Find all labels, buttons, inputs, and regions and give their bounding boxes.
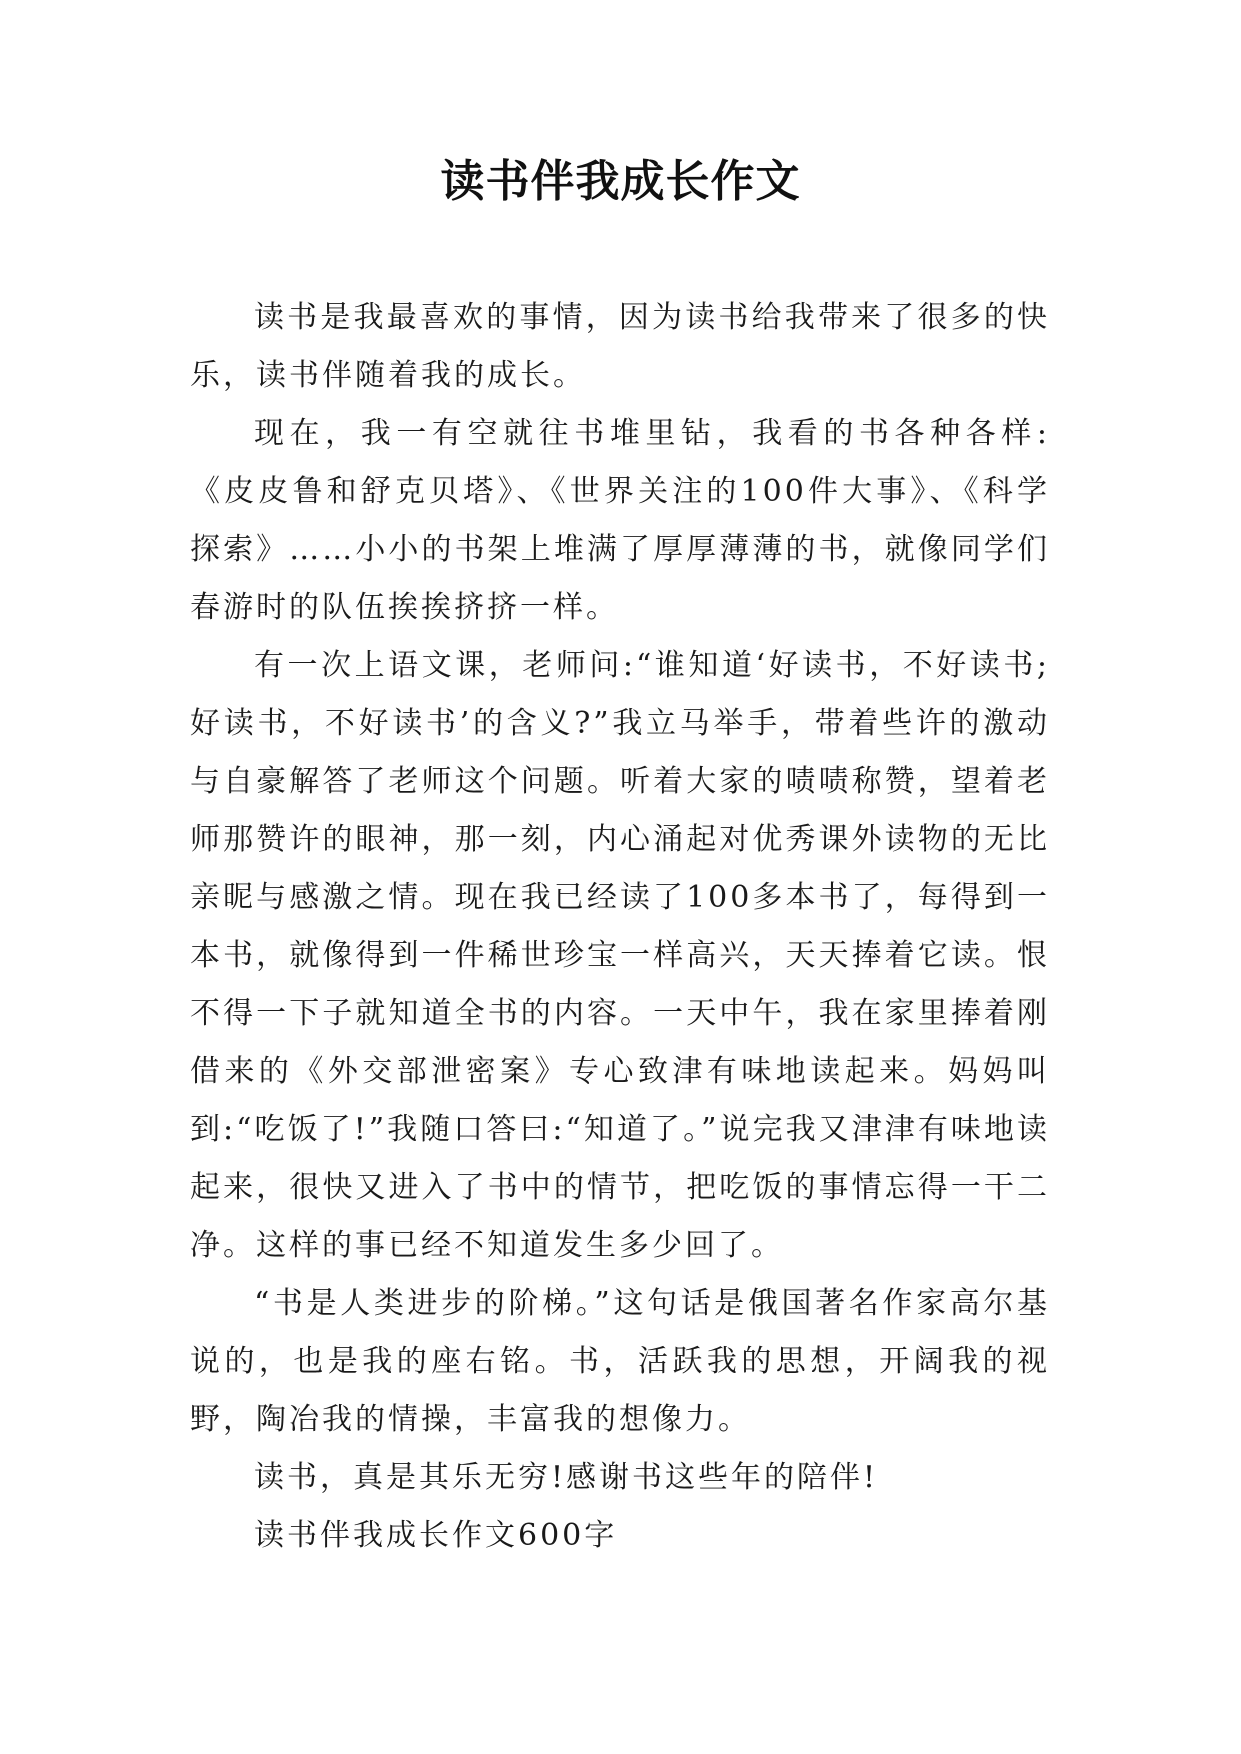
document-title: 读书伴我成长作文	[440, 156, 801, 207]
paragraph-1: 读书是我最喜欢的事情，因为读书给我带来了很多的快乐，读书伴随着我的成长。	[190, 300, 1050, 393]
paragraph-6: 读书伴我成长作文600字	[254, 1518, 618, 1553]
paragraph-4: “书是人类进步的阶梯。”这句话是俄国著名作家高尔基说的，也是我的座右铭。书，活跃我的思想，开阔我的视野，陶冶我的情操，丰富我的想像力。	[190, 1286, 1050, 1437]
document-body	[190, 289, 1050, 1565]
paragraph-3: 有一次上语文课，老师问:“谁知道‘好读书，不好读书;好读书，不好读书’的含义?”我立马举手，带着些许的激动与自豪解答了老师这个问题。听着大家的啧啧称赞，望着老师那赞许的眼神，那一刻，内心涌起对优秀课外读物的无比亲昵与感激之情。现在我已经读了100多本书了，每得到一本书，就像得到一件稀世珍宝一样高兴，天天捧着它读。恨不得一下子就知道全书的内容。一天中午，我在家里捧着刚借来的《外交部泄密案》专心致津有味地读起来。妈妈叫到:“吃饭了!”我随口答曰:“知道了。”说完我又津津有味地读起来，很快又进入了书中的情节，把吃饭的事情忘得一干二净。这样的事已经不知道发生多少回了。	[190, 648, 1050, 1263]
paragraph-2: 现在，我一有空就往书堆里钻，我看的书各种各样:《皮皮鲁和舒克贝塔》、《世界关注的100件大事》、《科学探索》……小小的书架上堆满了厚厚薄薄的书，就像同学们春游时的队伍挨挨挤挤一样。	[190, 416, 1050, 625]
paragraph-5: 读书，真是其乐无穷!感谢书这些年的陪伴!	[254, 1460, 879, 1495]
